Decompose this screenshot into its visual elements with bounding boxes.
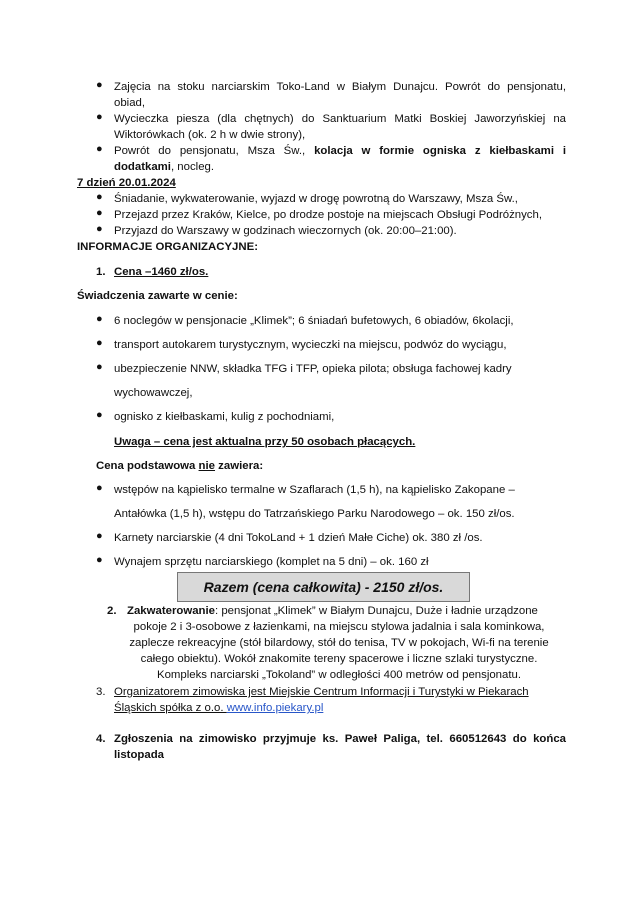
list-item: transport autokarem turystycznym, wycieczki na miejscu, podwóz do wyciągu,	[114, 339, 507, 351]
section-heading: INFORMACJE ORGANIZACYJNE:	[77, 241, 258, 253]
registration-line: listopada	[114, 749, 165, 761]
list-item: ognisko z kiełbaskami, kulig z pochodniami,	[114, 411, 335, 423]
list-item-text: , nocleg.	[170, 161, 215, 173]
accommodation-number: 2.	[107, 605, 117, 617]
list-item-line: Zajęcia na stoku narciarskim Toko-Land w Białym Dunajcu. Powrót do pensjonatu,	[114, 81, 566, 93]
bullet-dot: ●	[96, 313, 103, 325]
bullet-dot: ●	[96, 530, 103, 542]
excluded-heading-text: zawiera:	[215, 460, 264, 472]
list-item: Karnety narciarskie (4 dni TokoLand + 1 dzień Małe Ciche) ok. 380 zł /os.	[114, 532, 483, 544]
accommodation-text: : pensjonat „Klimek” w Białym Dunajcu, Duże i ładnie urządzone	[215, 605, 538, 617]
list-item	[114, 111, 566, 143]
bullet-dot: ●	[96, 207, 103, 219]
list-item-line: Wycieczka piesza (dla chętnych) do Sanktuarium Matki Boskiej Jaworzyńskiej na	[114, 113, 566, 125]
list-item-continuation: Antałówka (1,5 h), wstępu do Tatrzańskiego Parku Narodowego – ok. 150 zł/os.	[114, 508, 515, 520]
list-item	[114, 143, 566, 175]
bullet-dot: ●	[96, 337, 103, 349]
bullet-dot: ●	[96, 111, 103, 123]
excluded-heading-emphasis: nie	[198, 460, 216, 472]
list-item-text: Powrót do pensjonatu, Msza Św.,	[114, 145, 315, 157]
organizer-number: 3.	[96, 686, 106, 698]
total-price: Razem (cena całkowita) - 2150 zł/os.	[203, 579, 444, 595]
excluded-heading-text: Cena podstawowa	[96, 460, 199, 472]
accommodation-line	[127, 603, 538, 619]
organizer-website-link[interactable]: www.info.piekary.pl	[226, 702, 324, 714]
accommodation-line: pokoje 2 i 3-osobowe z łazienkami, na miejscu stylowa jadalnia i sala kominkowa,	[133, 621, 545, 633]
list-item: Przejazd przez Kraków, Kielce, po drodze postoje na miejscach Obsługi Podróżnych,	[114, 209, 542, 221]
price-note: Uwaga – cena jest aktualna przy 50 osobach płacących.	[114, 436, 416, 448]
list-item: Śniadanie, wykwaterowanie, wyjazd w drogę powrotną do Warszawy, Msza Św.,	[114, 193, 518, 205]
bullet-dot: ●	[96, 79, 103, 91]
list-item-continuation: wychowawczej,	[114, 387, 193, 399]
list-item-bold: dodatkami	[114, 161, 171, 173]
bullet-dot: ●	[96, 223, 103, 235]
organizer-line	[114, 700, 323, 716]
price-number: 1.	[96, 266, 106, 278]
price: Cena –1460 zł/os.	[114, 266, 209, 278]
total-price-box	[177, 572, 470, 602]
bullet-dot: ●	[96, 143, 103, 155]
list-item: Przyjazd do Warszawy w godzinach wieczornych (ok. 20:00–21:00).	[114, 225, 457, 237]
included-heading: Świadczenia zawarte w cenie:	[77, 290, 238, 302]
list-item: wstępów na kąpielisko termalne w Szaflarach (1,5 h), na kąpielisko Zakopane –	[114, 484, 515, 496]
bullet-dot: ●	[96, 409, 103, 421]
organizer-text: Śląskich spółka z o.o.	[114, 702, 227, 714]
list-item	[114, 79, 566, 111]
bullet-dot: ●	[96, 554, 103, 566]
accommodation-line: całego obiektu). Wokół znakomite tereny spacerowe i liczne szlaki turystyczne.	[140, 653, 538, 665]
registration-number: 4.	[96, 733, 106, 745]
accommodation-line: Kompleks narciarski „Tokoland” w odległości 400 metrów od pensjonatu.	[156, 669, 522, 681]
excluded-heading	[96, 458, 263, 474]
list-item-line: obiad,	[114, 97, 146, 109]
list-item: ubezpieczenie NNW, składka TFG i TFP, opieka pilota; obsługa fachowej kadry	[114, 363, 512, 375]
bullet-dot: ●	[96, 191, 103, 203]
accommodation-label: Zakwaterowanie	[127, 605, 215, 617]
list-item-line: Wiktorówkach (ok. 2 h w dwie strony),	[114, 129, 306, 141]
list-item: Wynajem sprzętu narciarskiego (komplet na 5 dni) – ok. 160 zł	[114, 556, 429, 568]
registration-line: Zgłoszenia na zimowisko przyjmuje ks. Paweł Paliga, tel. 660512643 do końca	[114, 733, 566, 745]
day-header: 7 dzień 20.01.2024	[77, 177, 176, 189]
bullet-dot: ●	[96, 361, 103, 373]
list-item: 6 noclegów w pensjonacie „Klimek”; 6 śniadań bufetowych, 6 obiadów, 6kolacji,	[114, 315, 514, 327]
list-item-bold: kolacja w formie ogniska z kiełbaskami i	[314, 145, 567, 157]
organizer-line: Organizatorem zimowiska jest Miejskie Centrum Informacji i Turystyki w Piekarach	[114, 686, 529, 698]
bullet-dot: ●	[96, 482, 103, 494]
accommodation-line: zaplecze rekreacyjne (stół bilardowy, stół do tenisa, TV w pokojach, Wi-fi na terenie	[129, 637, 549, 649]
